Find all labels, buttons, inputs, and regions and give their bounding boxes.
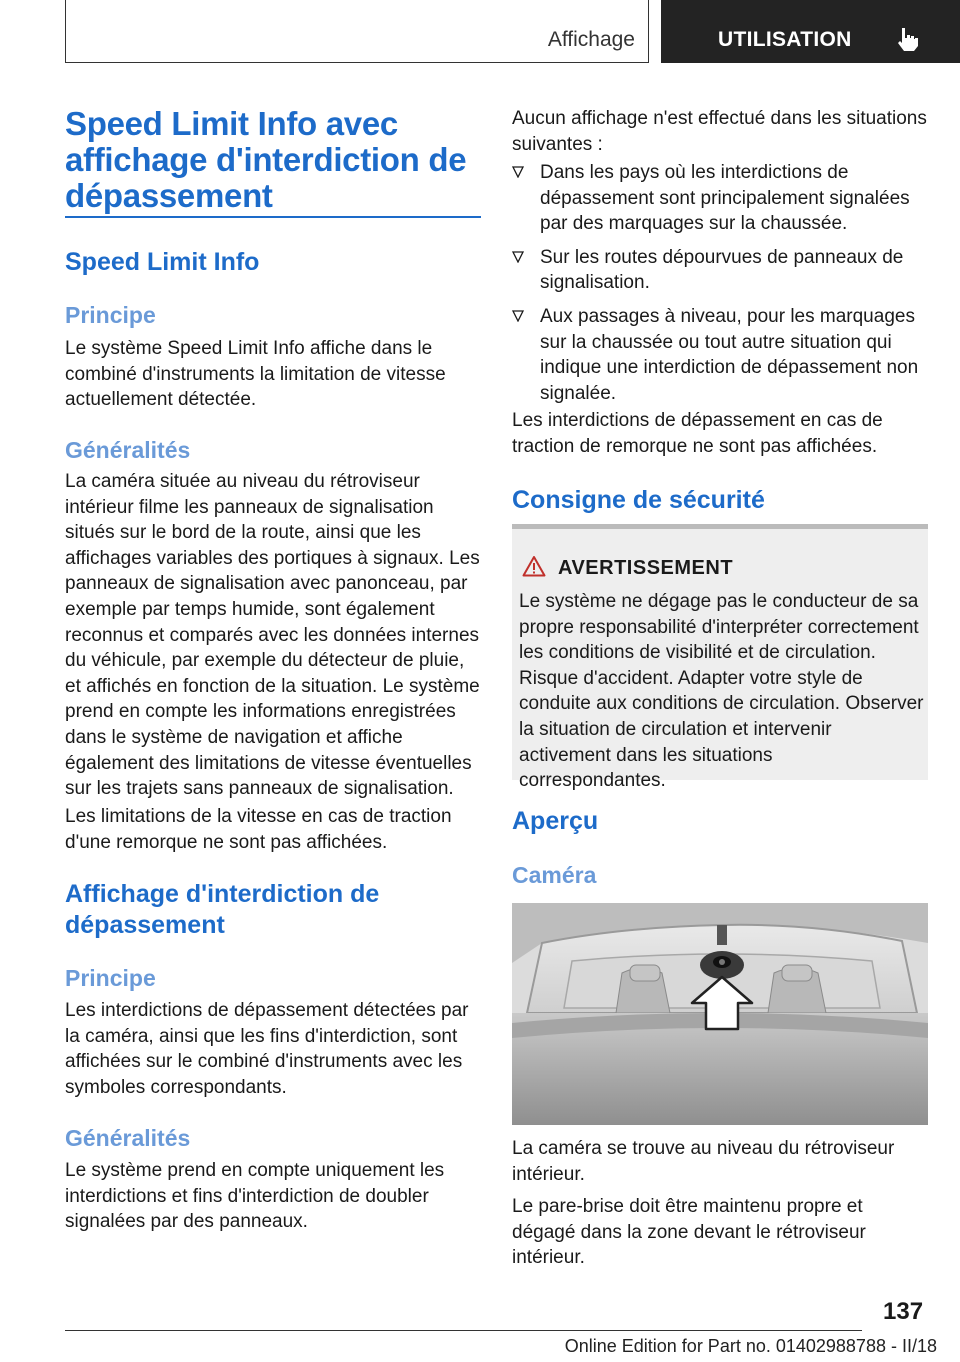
paragraph-intro: Aucun affichage n'est effectué dans les situations suivantes : bbox=[512, 108, 927, 155]
list-item-text: Dans les pays où les interdictions de dépassement sont principalement signalées par des marquages sur la chaussée. bbox=[540, 162, 910, 235]
camera-location-illustration bbox=[512, 903, 928, 1125]
paragraph-principe-2: Les interdictions de dépassement détectées par la caméra, ainsi que les fins d'interdiction, sont affichées sur le combiné d'instruments avec les symboles correspondants. bbox=[65, 1000, 469, 1098]
list-item bbox=[512, 245, 928, 296]
page-number: 137 bbox=[883, 1298, 924, 1325]
subsection-title-principe-2: Principe bbox=[65, 965, 156, 991]
warning-triangle-icon bbox=[522, 555, 546, 577]
bullet-list bbox=[512, 160, 928, 406]
title-rule bbox=[65, 216, 481, 218]
triangle-bullet-icon bbox=[512, 166, 524, 178]
paragraph-after-bullets: Les interdictions de dépassement en cas de traction de remorque ne sont pas affichées. bbox=[512, 410, 883, 457]
subsection-title-principe-1: Principe bbox=[65, 302, 156, 328]
car-interior-drawing bbox=[512, 903, 928, 1125]
subsection-title-camera: Caméra bbox=[512, 862, 597, 888]
paragraph-generalites-2: Les limitations de la vitesse en cas de traction d'une remorque ne sont pas affichées. bbox=[65, 806, 452, 853]
list-item bbox=[512, 304, 928, 406]
section-title-speed-limit-info: Speed Limit Info bbox=[65, 248, 260, 276]
header-chapter-label: UTILISATION bbox=[718, 28, 852, 51]
footer-edition: Online Edition for Part no. 01402988788 - II/18 bbox=[564, 1336, 937, 1356]
hand-pointer-icon bbox=[895, 26, 921, 52]
list-item-text: Aux passages à niveau, pour les marquages sur la chaussée ou tout autre situation qui indique une interdiction de dépassement non signalée. bbox=[540, 305, 919, 404]
subsection-title-generalites-1: Généralités bbox=[65, 437, 191, 463]
warning-title: AVERTISSEMENT bbox=[558, 557, 734, 579]
paragraph-generalites-1: La caméra située au niveau du rétroviseur intérieur filme les panneaux de signalisation situés sur le bord de la route, ainsi que les affichages variables des portiques à signaux. Les panneaux de signalisation avec panonceau, par exemple par temps humide, sont également reconnus et comparés avec les données internes du véhicule, par exemple du détecteur de pluie, et affichés en fonction de la situation. Le système prend en compte les informations enregistrées dans le système de navigation et affiche également des limitations de vitesse éventuelles sur les trajets sans panneaux de signalisation. bbox=[65, 471, 480, 800]
paragraph-camera-2: Le pare-brise doit être maintenu propre et dégagé dans la zone devant le rétroviseur intérieur. bbox=[512, 1196, 866, 1269]
warning-box bbox=[512, 524, 928, 792]
section-title-affichage: Affichage d'interdiction de dépassement bbox=[65, 880, 380, 939]
list-item bbox=[512, 160, 928, 237]
triangle-bullet-icon bbox=[512, 310, 524, 322]
section-title-consigne: Consigne de sécurité bbox=[512, 486, 765, 514]
header-section-label: Affichage bbox=[547, 28, 635, 51]
section-title-apercu: Aperçu bbox=[512, 807, 599, 835]
paragraph-camera-1: La caméra se trouve au niveau du rétroviseur intérieur. bbox=[512, 1138, 895, 1185]
warning-text: Le système ne dégage pas le conducteur de sa propre responsabilité d'interpréter correctement les conditions de visibilité et de circulation. Risque d'accident. Adapter votre style de conduite aux conditions de circulation. Observer la situation de circulation et intervenir activement dans les situations correspondantes. bbox=[519, 591, 924, 792]
page-title: Speed Limit Info avec affichage d'interdiction de dépassement bbox=[65, 105, 467, 214]
subsection-title-generalites-2: Généralités bbox=[65, 1125, 191, 1151]
triangle-bullet-icon bbox=[512, 251, 524, 263]
paragraph-principe-1: Le système Speed Limit Info affiche dans le combiné d'instruments la limitation de vitesse actuellement détectée. bbox=[65, 338, 446, 411]
paragraph-generalites-3: Le système prend en compte uniquement les interdictions et fins d'interdiction de doubler signalées par des panneaux. bbox=[65, 1160, 445, 1233]
list-item-text: Sur les routes dépourvues de panneaux de signalisation. bbox=[540, 246, 904, 294]
footer-rule bbox=[65, 1330, 862, 1331]
